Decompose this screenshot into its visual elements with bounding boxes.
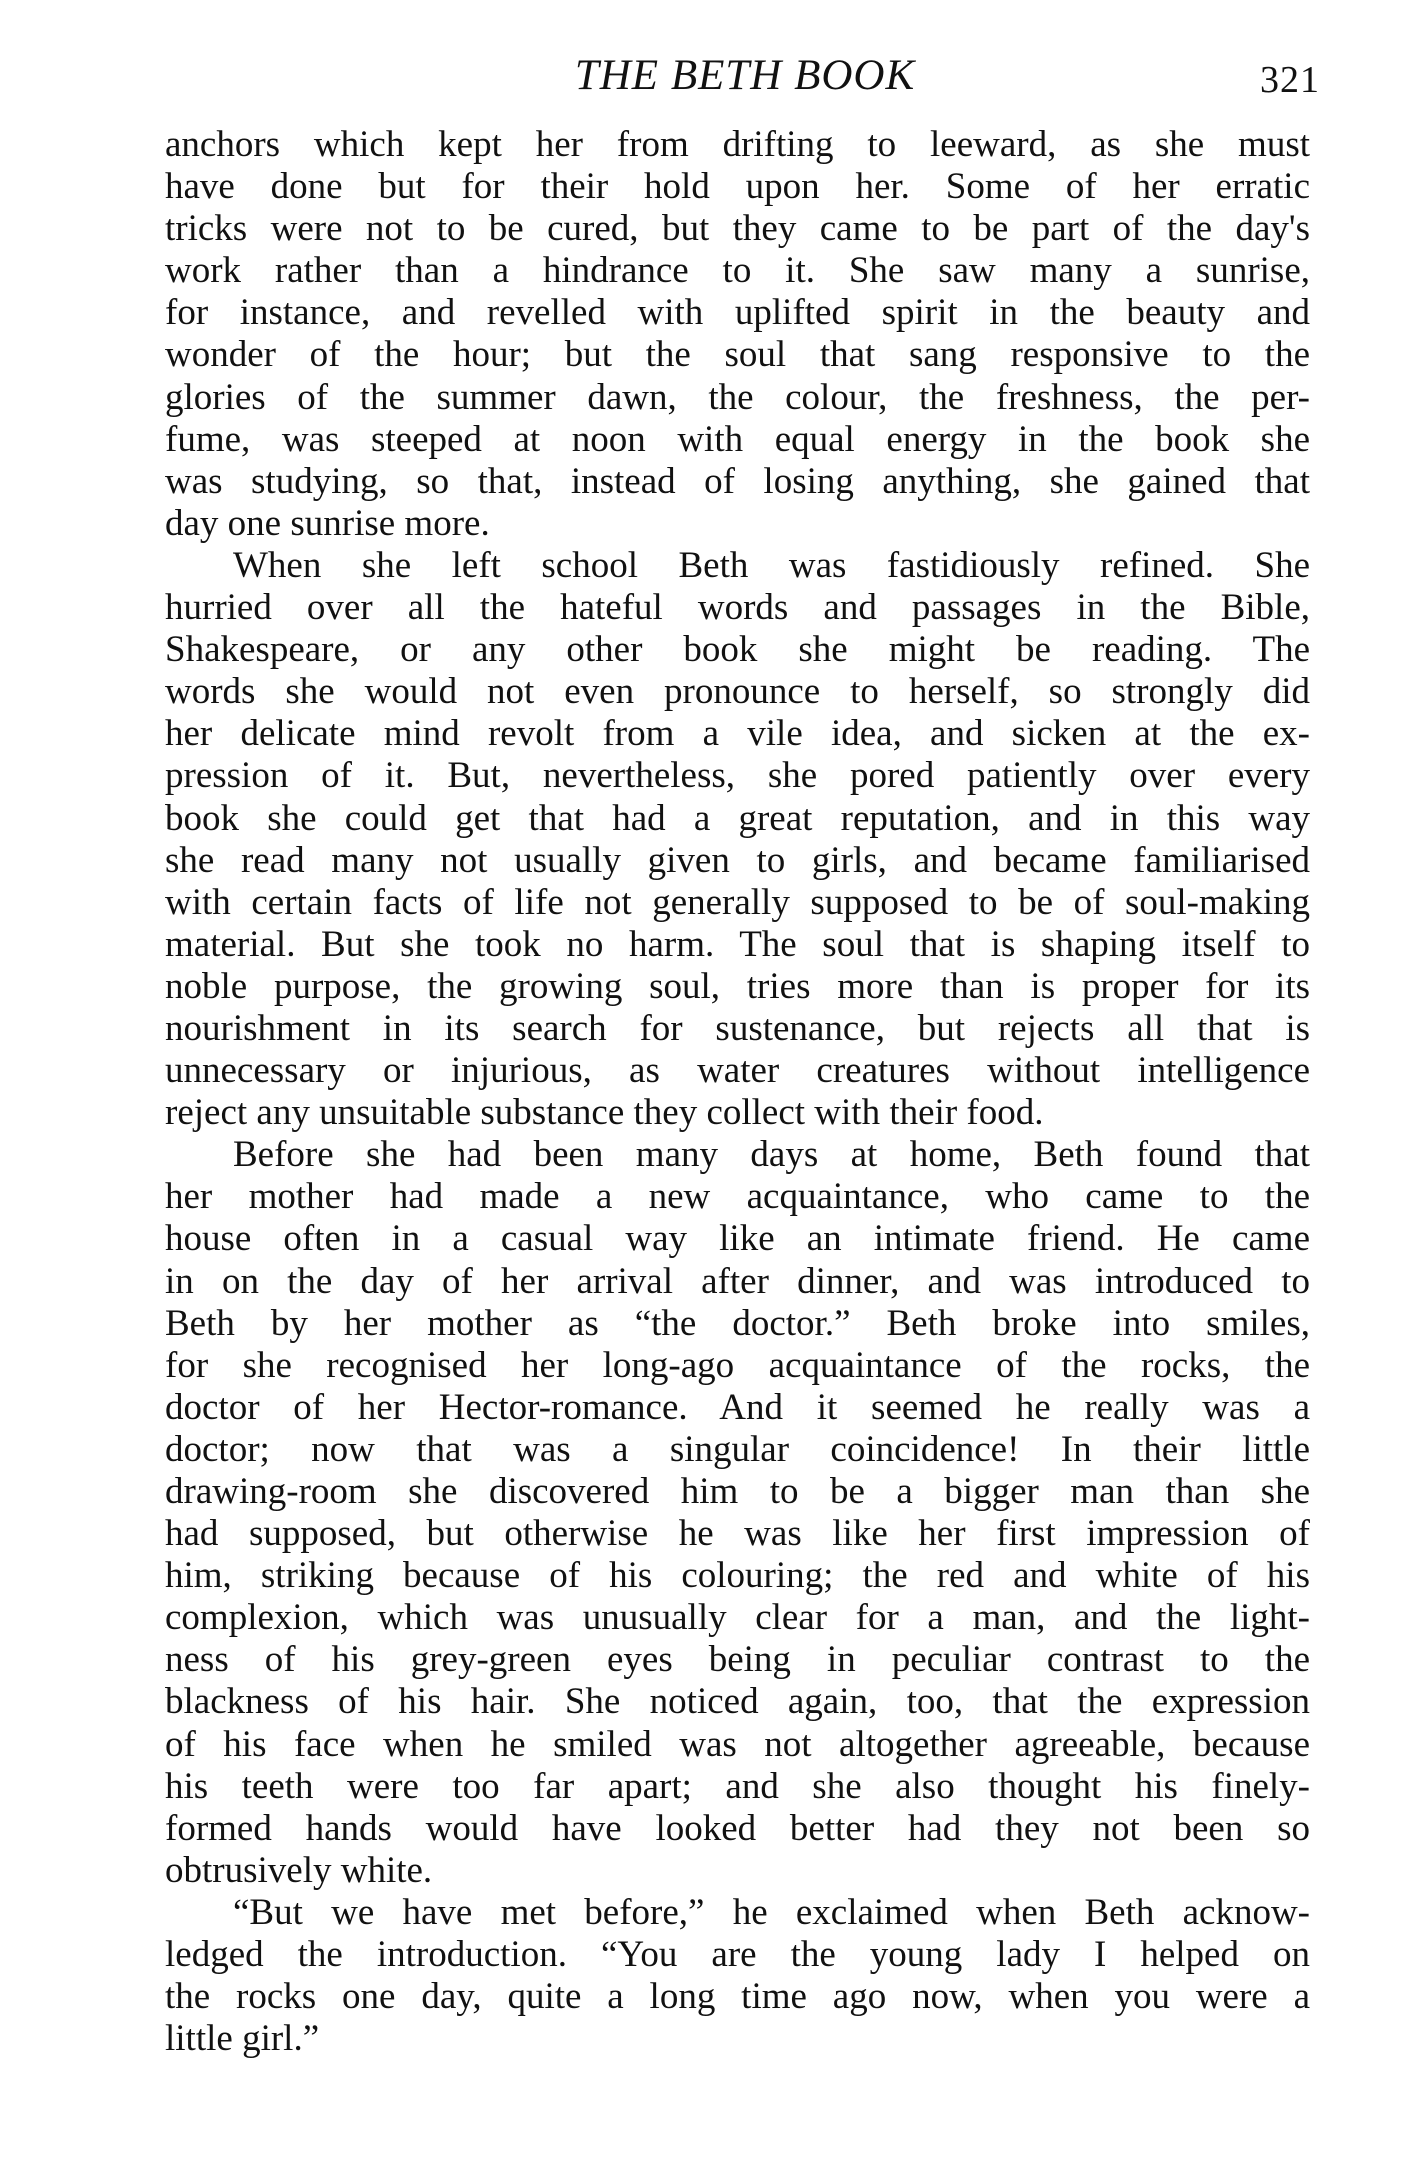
text-line: fume, was steeped at noon with equal energy in the book she (165, 418, 1310, 460)
text-line: his teeth were too far apart; and she also thought his finely- (165, 1765, 1310, 1807)
text-line: tricks were not to be cured, but they came to be part of the day's (165, 208, 1310, 250)
text-line: unnecessary or injurious, as water creatures without intelligence (165, 1050, 1310, 1092)
text-line: drawing-room she discovered him to be a bigger man than she (165, 1471, 1310, 1512)
text-line: reject any unsuitable substance they collect with their food. (165, 1092, 1044, 1134)
page-number: 321 (1260, 59, 1320, 101)
text-line: with certain facts of life not generally supposed to be of soul-making (165, 881, 1310, 923)
paragraph (165, 1892, 1310, 2060)
text-line: have done but for their hold upon her. Some of her erratic (165, 166, 1310, 208)
running-title: THE BETH BOOK (574, 52, 916, 99)
text-line: of his face when he smiled was not altogether agreeable, because (165, 1723, 1310, 1765)
text-line: ledged the introduction. “You are the young lady I helped on (165, 1934, 1310, 1976)
text-line: ness of his grey-green eyes being in peculiar contrast to the (165, 1639, 1310, 1681)
text-line: him, striking because of his colouring; the red and white of his (165, 1555, 1310, 1597)
text-line: complexion, which was unusually clear for a man, and the light- (165, 1597, 1310, 1639)
text-line: Shakespeare, or any other book she might be reading. The (165, 629, 1310, 671)
text-line: was studying, so that, instead of losing anything, she gained that (165, 460, 1310, 502)
text-line: glories of the summer dawn, the colour, the freshness, the per- (165, 376, 1310, 418)
text-line: day one sunrise more. (165, 502, 490, 544)
text-line: work rather than a hindrance to it. She saw many a sunrise, (165, 250, 1310, 292)
text-line: for instance, and revelled with uplifted spirit in the beauty and (165, 292, 1310, 334)
text-line: “But we have met before,” he exclaimed when Beth acknow- (233, 1891, 1310, 1933)
text-line: anchors which kept her from drifting to leeward, as she must (165, 124, 1310, 165)
text-line: doctor of her Hector-romance. And it seemed he really was a (165, 1386, 1310, 1428)
text-line: obtrusively white. (165, 1849, 433, 1891)
text-line: When she left school Beth was fastidiously refined. She (233, 544, 1310, 586)
text-line: her mother had made a new acquaintance, who came to the (165, 1176, 1310, 1218)
text-line: she read many not usually given to girls, and became familiarised (165, 839, 1310, 881)
text-line: house often in a casual way like an intimate friend. He came (165, 1218, 1310, 1260)
text-line: noble purpose, the growing soul, tries more than is proper for its (165, 965, 1310, 1007)
text-line: in on the day of her arrival after dinner, and was introduced to (165, 1260, 1310, 1302)
text-line: little girl.” (165, 2018, 320, 2060)
text-line: wonder of the hour; but the soul that sang responsive to the (165, 334, 1310, 376)
text-line: blackness of his hair. She noticed again, too, that the expression (165, 1681, 1310, 1723)
text-line: book she could get that had a great reputation, and in this way (165, 797, 1310, 839)
text-line: doctor; now that was a singular coincidence! In their little (165, 1428, 1310, 1470)
text-line: pression of it. But, nevertheless, she pored patiently over every (165, 755, 1310, 797)
paragraph (165, 545, 1310, 1134)
paragraph (165, 1134, 1310, 1892)
text-line: her delicate mind revolt from a vile idea, and sicken at the ex- (165, 713, 1310, 755)
text-line: formed hands would have looked better had they not been so (165, 1807, 1310, 1849)
text-line: Beth by her mother as “the doctor.” Beth broke into smiles, (165, 1302, 1310, 1344)
text-line: had supposed, but otherwise he was like her first impression of (165, 1513, 1310, 1555)
text-line: hurried over all the hateful words and passages in the Bible, (165, 587, 1310, 629)
text-line: words she would not even pronounce to herself, so strongly did (165, 671, 1310, 713)
text-line: for she recognised her long-ago acquaintance of the rocks, the (165, 1344, 1310, 1386)
paragraph (165, 124, 1310, 545)
text-line: the rocks one day, quite a long time ago now, when you were a (165, 1976, 1310, 2018)
text-line: Before she had been many days at home, Beth found that (233, 1134, 1310, 1176)
body-text (165, 124, 1310, 2060)
text-line: nourishment in its search for sustenance, but rejects all that is (165, 1007, 1310, 1049)
text-line: material. But she took no harm. The soul that is shaping itself to (165, 923, 1310, 965)
running-head (170, 48, 1320, 104)
